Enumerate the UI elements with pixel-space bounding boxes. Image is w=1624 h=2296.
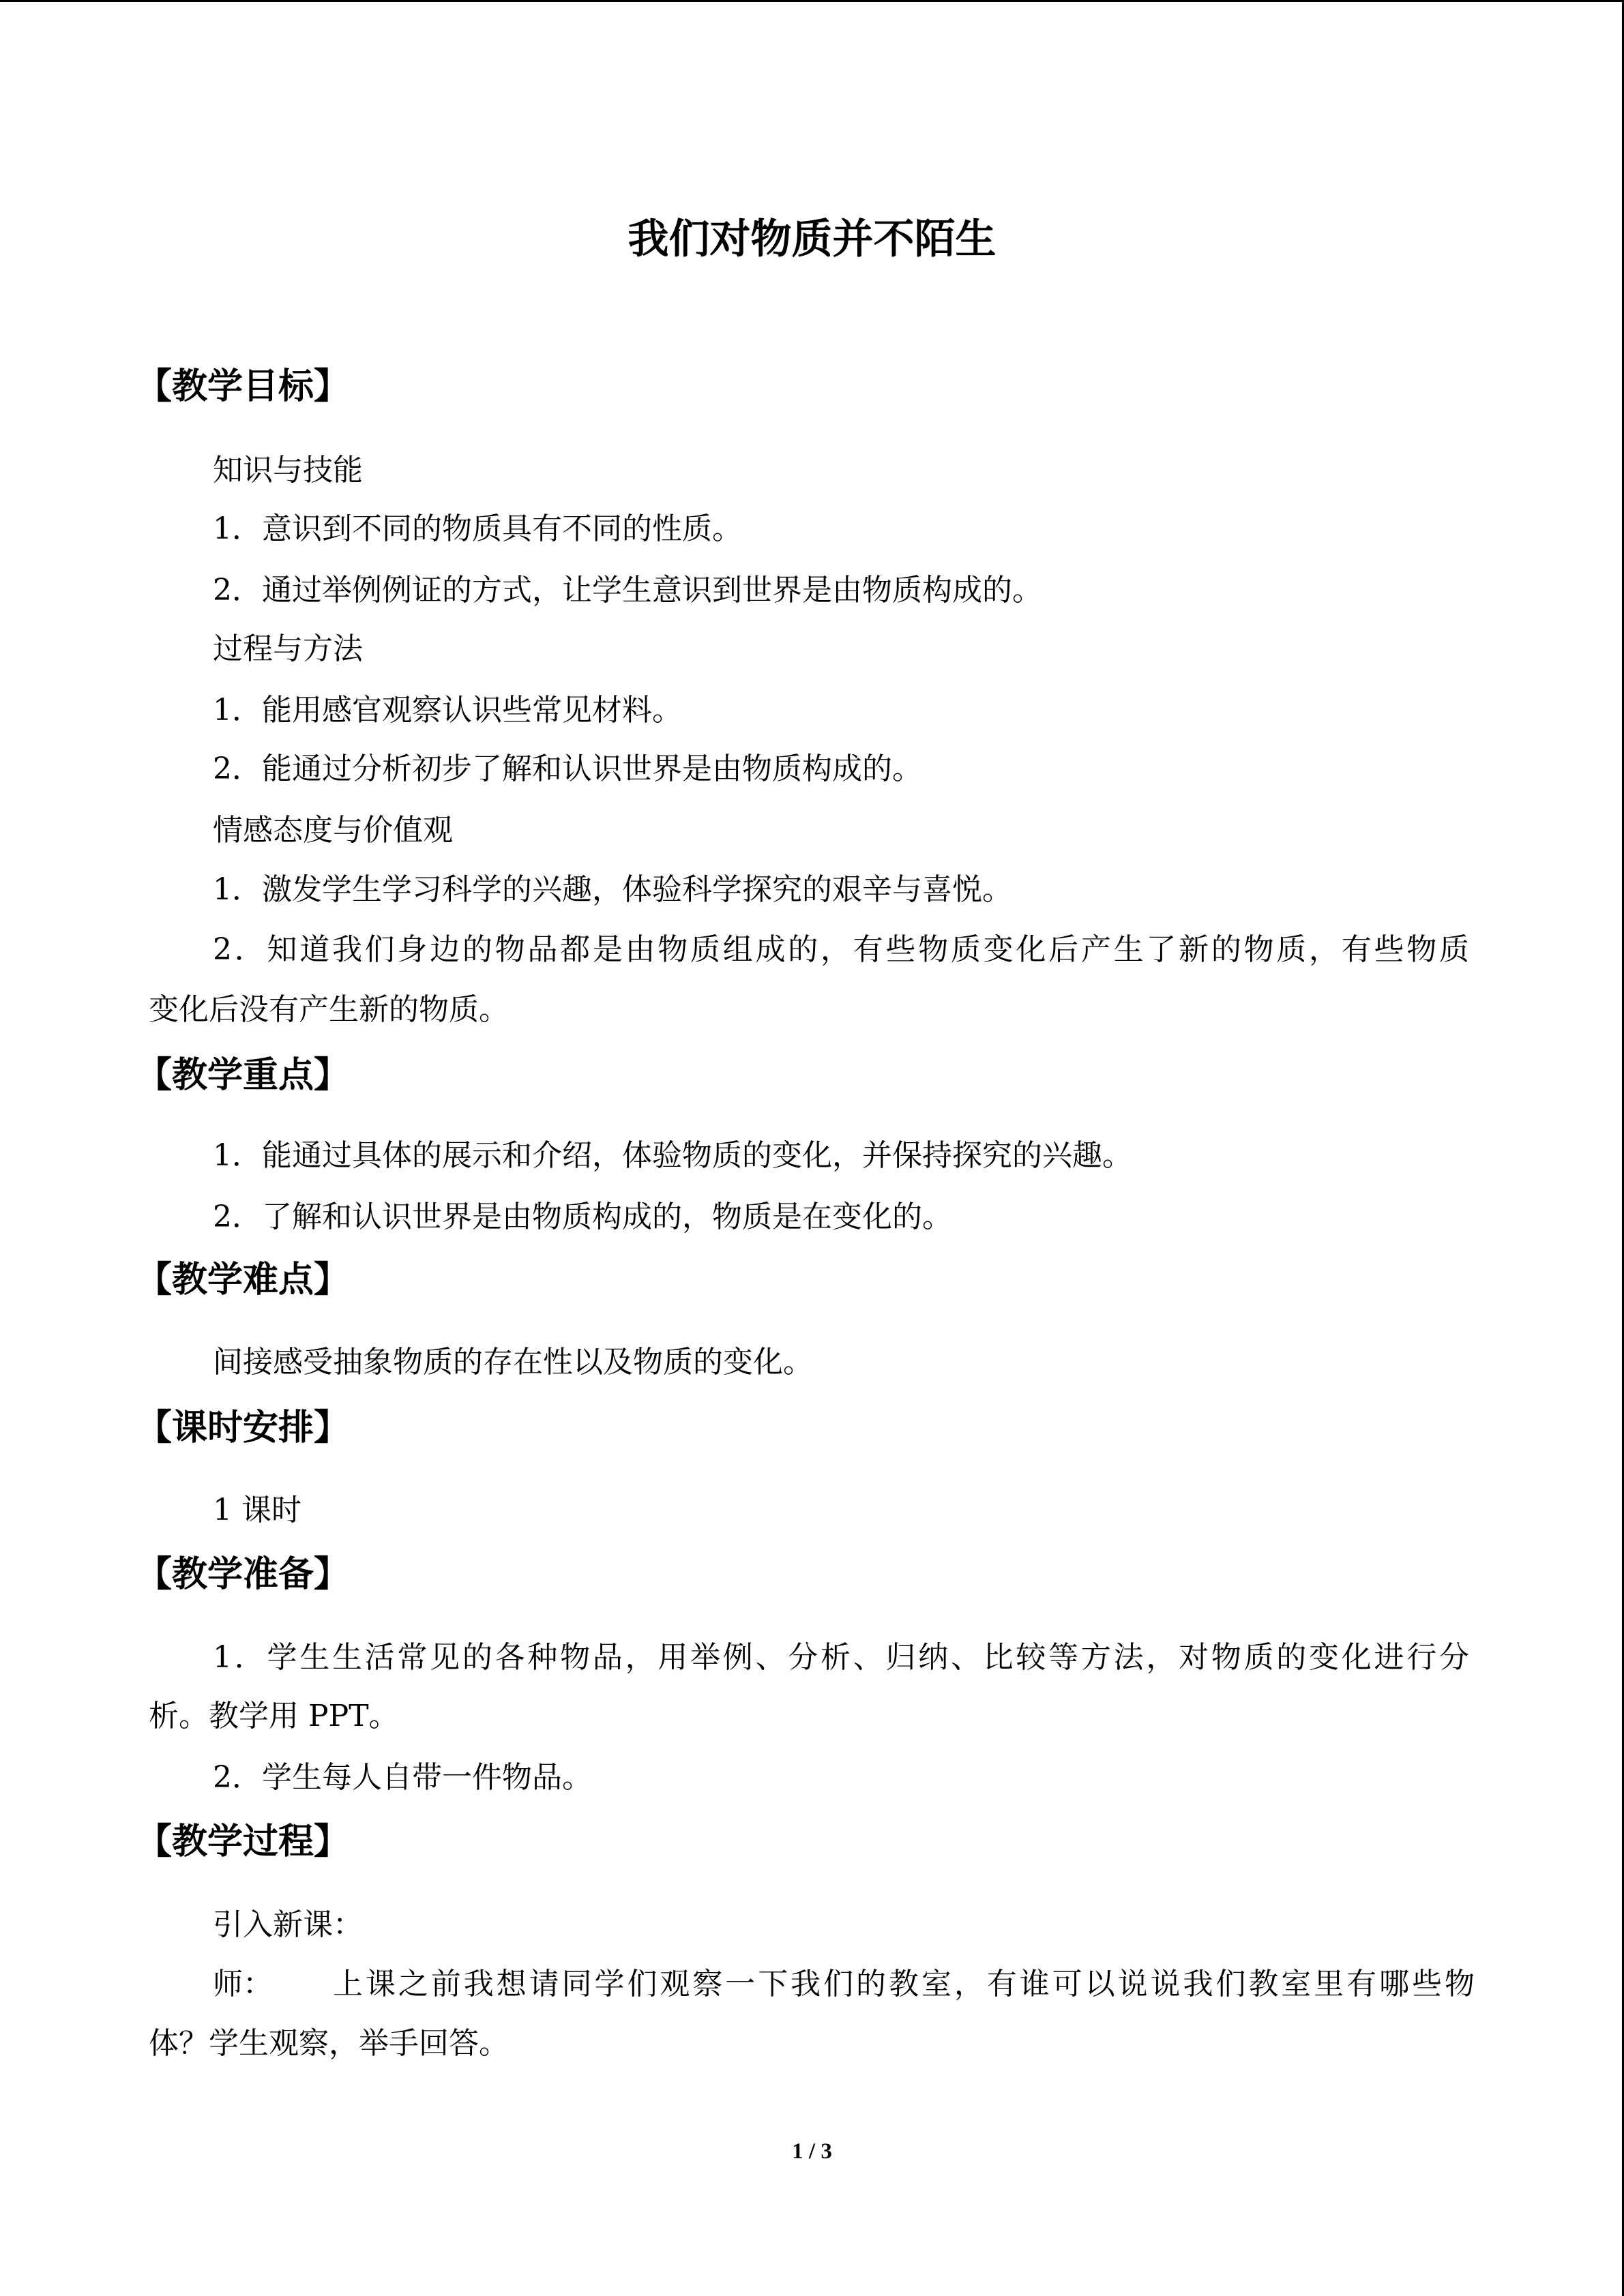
page-number: 1 / 3 [792,2139,832,2164]
heading-schedule: 【课时安排】 [136,1407,350,1448]
process-teacher-line-1 [213,1964,1475,2005]
document-title: 我们对物质并不陌生 [628,215,996,263]
objective-process-1: 1．能用感官观察认识些常见材料。 [213,693,682,728]
heading-process: 【教学过程】 [136,1821,350,1862]
heading-teaching-objectives: 【教学目标】 [136,366,350,407]
difficulty-1: 间接感受抽象物质的存在性以及物质的变化。 [213,1345,813,1380]
spacer [273,1964,333,2005]
process-teacher-line-2: 体？学生观察，举手回答。 [149,2026,509,2061]
teacher-text-line-1: 上课之前我想请同学们观察一下我们的教室，有谁可以说说我们教室里有哪些物 [333,1967,1475,2001]
objective-knowledge-2: 2．通过举例例证的方式，让学生意识到世界是由物质构成的。 [213,573,1042,608]
heading-key-points: 【教学重点】 [136,1055,350,1096]
process-intro: 引入新课： [213,1907,363,1942]
subheading-process-method: 过程与方法 [213,631,363,666]
key-point-1: 1．能通过具体的展示和介绍，体验物质的变化，并保持探究的兴趣。 [213,1138,1132,1173]
teacher-label: 师： [213,1967,273,2001]
objective-knowledge-1: 1．意识到不同的物质具有不同的性质。 [213,511,742,546]
heading-difficulties: 【教学难点】 [136,1259,350,1300]
preparation-1-line-2: 析。教学用 PPT。 [149,1699,399,1733]
subheading-attitude-values: 情感态度与价值观 [213,813,453,848]
subheading-knowledge-skills: 知识与技能 [213,453,363,488]
preparation-1-line-1: 1．学生生活常见的各种物品，用举例、分析、归纳、比较等方法，对物质的变化进行分 [213,1640,1469,1675]
objective-attitude-2-line-2: 变化后没有产生新的物质。 [149,992,509,1027]
schedule-1: 1 课时 [213,1493,301,1527]
key-point-2: 2．了解和认识世界是由物质构成的，物质是在变化的。 [213,1199,952,1234]
objective-attitude-1: 1．激发学生学习科学的兴趣，体验科学探究的艰辛与喜悦。 [213,872,1012,907]
objective-attitude-2-line-1: 2．知道我们身边的物品都是由物质组成的，有些物质变化后产生了新的物质，有些物质 [213,932,1469,967]
heading-preparation: 【教学准备】 [136,1554,350,1595]
objective-process-2: 2．能通过分析初步了解和认识世界是由物质构成的。 [213,751,922,786]
preparation-2: 2．学生每人自带一件物品。 [213,1760,592,1795]
